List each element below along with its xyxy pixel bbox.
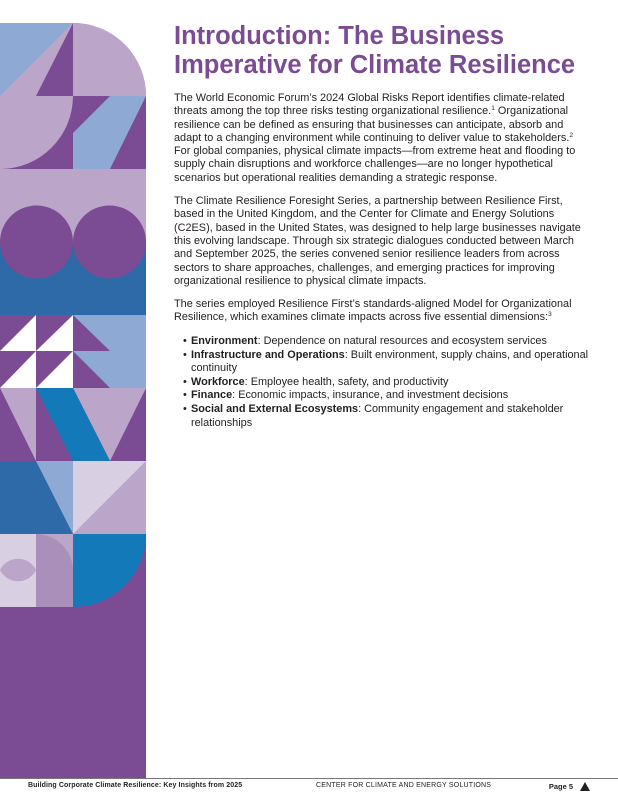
footer-page-number: Page 5 [548,782,573,791]
list-item [183,403,590,430]
list-item-term: Workforce [191,375,245,388]
decorative-geometric-pattern [0,23,146,778]
dimensions-list [174,335,590,430]
list-item-desc: : Employee health, safety, and productivity [244,375,449,388]
paragraph-text: The Climate Resilience Foresight Series, a partnership between Resilience First, based in the United Kingdom, and the Center for Climate and Energy Solutions (C2ES), based in the United States, was designed to help large businesses navigate this evolving landscape. Through six strategic dialogues conducted between March and September 2025, the series convened senior resilience leaders from across sectors to share approaches, challenges, and emerging practices for improving organizational resilience to physical climate impacts. [174,195,581,287]
list-item-desc: : Community engagement and stakeholder relationships [191,403,564,429]
list-item [183,389,590,402]
paragraph-text: Organizational resilience can be defined as ensuring that businesses can anticipate, absorb and adapt to a changing environment while continuing to deliver value to stakeholders. [174,105,570,144]
main-content [174,22,590,430]
list-item-term: Environment [191,334,258,347]
footnote-ref[interactable]: 3 [548,311,552,319]
pattern-tile [73,23,146,96]
up-triangle-icon[interactable] [580,782,590,791]
list-item-desc: : Built environment, supply chains, and operational continuity [191,348,589,374]
list-item-term: Infrastructure and Operations [191,348,345,361]
list-item [183,376,590,389]
paragraph-text: The World Economic Forum’s 2024 Global Risks Report identifies climate-related threats among the top three risks testing organizational resilience. [174,92,565,118]
paragraph-model [174,298,590,325]
footnote-ref[interactable]: 1 [491,105,495,113]
list-item [183,349,590,376]
page-title: Introduction: The Business Imperative for Climate Resilience [174,22,576,79]
list-item-desc: : Economic impacts, insurance, and investment decisions [232,389,509,402]
paragraph-series [174,195,590,288]
list-item [183,335,590,348]
footnote-ref[interactable]: 2 [569,131,573,139]
list-item-term: Social and External Ecosystems [191,403,359,416]
footer-divider [0,778,618,779]
paragraph-intro [174,92,590,185]
list-item-term: Finance [191,389,233,402]
footer-organization: CENTER FOR CLIMATE AND ENERGY SOLUTIONS [316,782,492,789]
footer-report-title: Building Corporate Climate Resilience: Key Insights from 2025 [28,782,243,789]
paragraph-text: For global companies, physical climate impacts—from extreme heat and flooding to supply chain disruptions and workforce challenges—are no longer hypothetical scenarios but operational realities demanding a strategic response. [174,145,576,184]
paragraph-text: The series employed Resilience First’s standards-aligned Model for Organizational Resilience, which examines climate impacts across five essential dimensions: [174,298,572,324]
list-item-desc: : Dependence on natural resources and ecosystem services [257,334,547,347]
page-footer [28,782,590,794]
